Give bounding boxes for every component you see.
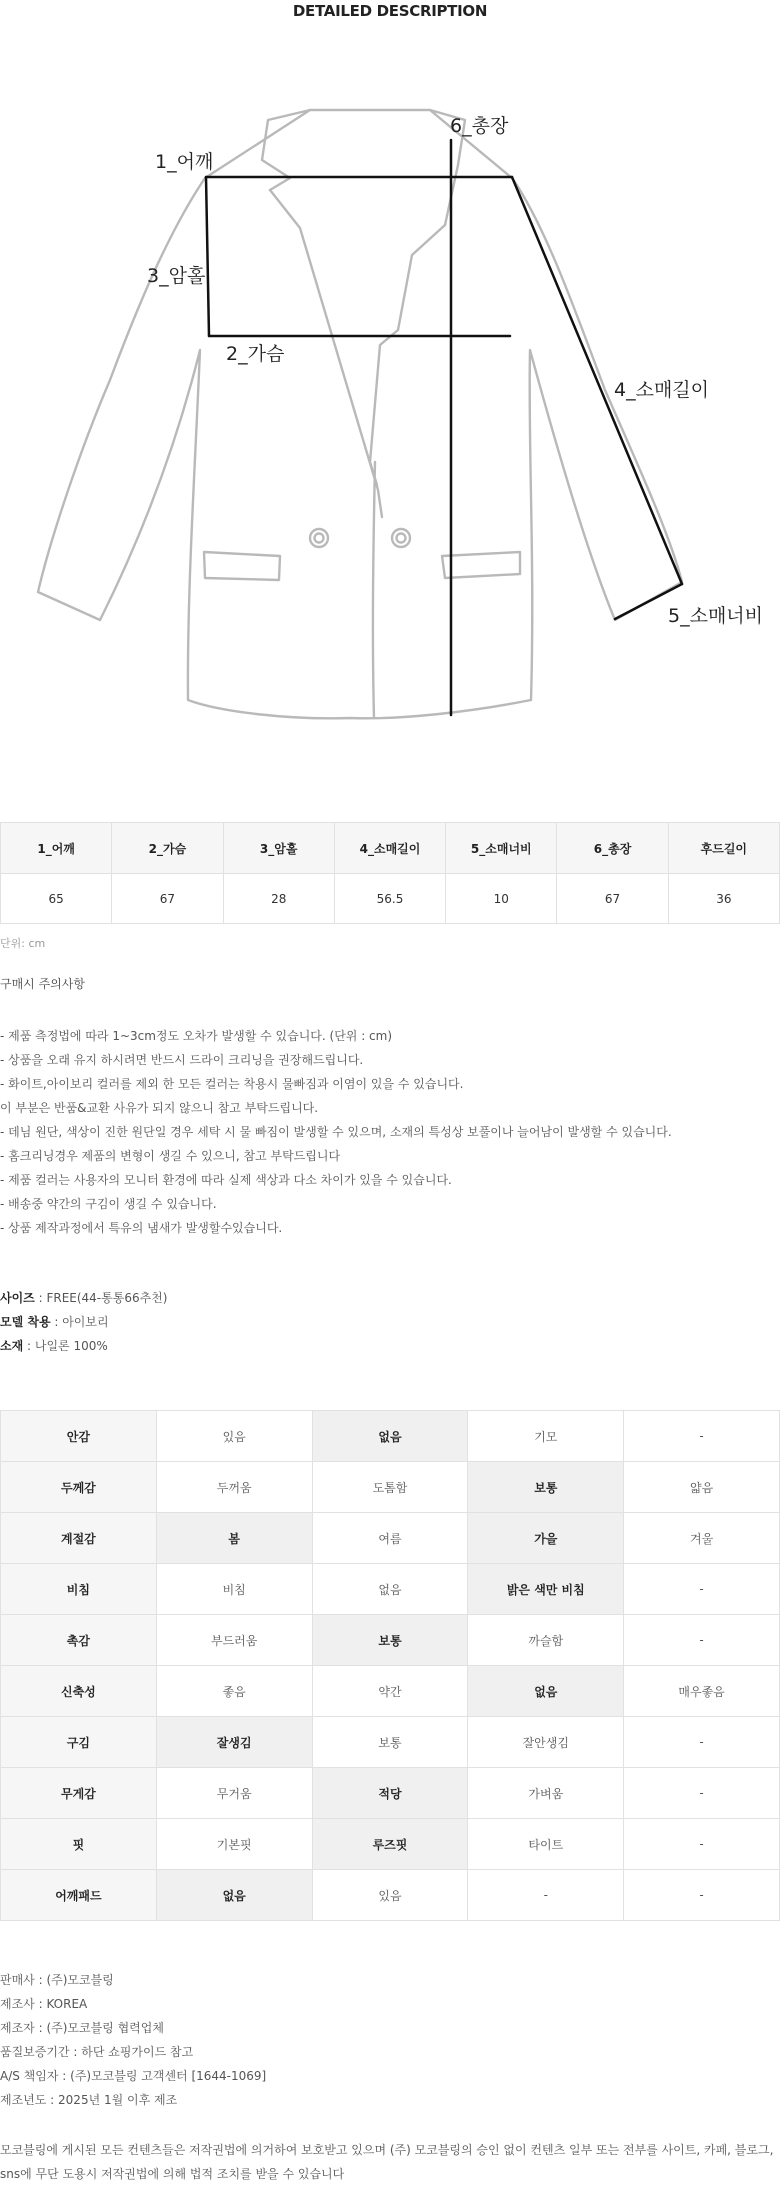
attribute-label: 어깨패드 [1,1870,157,1921]
company-info [0,1968,266,2112]
spec-material-label: 소재 [0,1339,24,1353]
fabric-attribute-table [0,1410,780,1921]
attribute-option-selected: 밝은 색만 비침 [468,1564,624,1615]
attribute-option: 두꺼움 [156,1462,312,1513]
attribute-option: - [624,1411,780,1462]
attribute-option-selected: 적당 [312,1768,468,1819]
attribute-label: 무게감 [1,1768,157,1819]
size-table-header-row [1,823,780,874]
size-value-hood-length: 36 [668,874,779,924]
attribute-row [1,1564,780,1615]
attribute-row [1,1615,780,1666]
attribute-option: 가벼움 [468,1768,624,1819]
caution-item: - 데님 원단, 색상이 진한 원단일 경우 세탁 시 물 빠짐이 발생할 수 있으며, 소재의 특성상 보풀이나 늘어남이 발생할 수 있습니다. [0,1125,672,1139]
caution-item: - 화이트,아이보리 컬러를 제외 한 모든 컬러는 착용시 물빠짐과 이염이 있을 수 있습니다. [0,1077,464,1091]
armhole-line [206,177,209,336]
attribute-option: 겨울 [624,1513,780,1564]
attribute-row [1,1462,780,1513]
attribute-option-selected: 잘생김 [156,1717,312,1768]
attribute-option: 있음 [156,1411,312,1462]
attribute-option: - [468,1870,624,1921]
attribute-option-selected: 루즈핏 [312,1819,468,1870]
attribute-row [1,1870,780,1921]
spec-size-value: : FREE(44-통통66추천) [34,1291,168,1305]
size-value-sleeve-width: 10 [446,874,557,924]
attribute-option: 무거움 [156,1768,312,1819]
attribute-row [1,1768,780,1819]
size-value-sleeve-length: 56.5 [334,874,445,924]
company-origin: 제조사 : KOREA [0,1997,88,2011]
attribute-label: 안감 [1,1411,157,1462]
attribute-option: 약간 [312,1666,468,1717]
size-header-total-length: 6_총장 [557,823,668,874]
spec-material [0,1334,167,1358]
attribute-option: 보통 [312,1717,468,1768]
size-value-armhole: 28 [223,874,334,924]
company-maker: 제조자 : (주)모코블링 협력업체 [0,2021,164,2035]
jacket-illustration [0,95,780,735]
attribute-row [1,1717,780,1768]
page-title: DETAILED DESCRIPTION [292,2,488,20]
attribute-option-selected: 없음 [156,1870,312,1921]
attribute-label: 두께감 [1,1462,157,1513]
spec-size-label: 사이즈 [0,1291,35,1305]
size-value-chest: 67 [112,874,223,924]
company-as: A/S 책임자 : (주)모코블링 고객센터 [1644-1069] [0,2069,267,2083]
attribute-option: 까슬함 [468,1615,624,1666]
attribute-row [1,1411,780,1462]
caution-title: 구매시 주의사항 [0,977,85,991]
attribute-option: 있음 [312,1870,468,1921]
company-year: 제조년도 : 2025년 1월 이후 제조 [0,2093,178,2107]
size-table-value-row [1,874,780,924]
label-total-length: 6_총장 [450,115,509,137]
size-value-total-length: 67 [557,874,668,924]
size-header-chest: 2_가슴 [112,823,223,874]
spec-model-value: : 아이보리 [50,1315,109,1329]
product-spec [0,1286,167,1358]
attribute-label: 비침 [1,1564,157,1615]
label-armhole: 3_암홀 [147,265,206,287]
attribute-option-selected: 없음 [312,1411,468,1462]
caution-item: - 상품을 오래 유지 하시려면 반드시 드라이 크리닝을 권장해드립니다. [0,1053,364,1067]
attribute-option: 비침 [156,1564,312,1615]
size-header-armhole: 3_암홀 [223,823,334,874]
purchase-caution [0,974,780,1240]
attribute-row [1,1666,780,1717]
spec-model [0,1310,167,1334]
attribute-label: 핏 [1,1819,157,1870]
attribute-option: 부드러움 [156,1615,312,1666]
size-header-sleeve-length: 4_소매길이 [334,823,445,874]
attribute-option-selected: 가을 [468,1513,624,1564]
attribute-option: 여름 [312,1513,468,1564]
caution-item: - 제품 컬러는 사용자의 모니터 환경에 따라 실제 색상과 다소 차이가 있을 수 있습니다. [0,1173,452,1187]
attribute-option-selected: 보통 [468,1462,624,1513]
label-shoulder: 1_어깨 [155,151,214,173]
copyright-notice: 모코블링에 게시된 모든 컨텐츠들은 저작권법에 의거하여 보호받고 있으며 (주) 모코블링의 승인 없이 컨텐츠 일부 또는 전부를 사이트, 카페, 블로그, sns에 무단 도용시 저작권법에 의해 법적 조치를 받을 수 있습니다 [0,2143,774,2181]
size-table [0,822,780,924]
attribute-label: 신축성 [1,1666,157,1717]
label-chest: 2_가슴 [226,343,285,365]
caution-list [0,1024,780,1240]
label-sleeve-length: 4_소매길이 [614,379,710,401]
attribute-option: - [624,1870,780,1921]
attribute-option: - [624,1717,780,1768]
spec-size [0,1286,167,1310]
attribute-option-selected: 봄 [156,1513,312,1564]
attribute-option: - [624,1819,780,1870]
attribute-option: 좋음 [156,1666,312,1717]
size-value-shoulder: 65 [1,874,112,924]
caution-item: - 홈크리닝경우 제품의 변형이 생길 수 있으니, 참고 부탁드립니다 [0,1149,341,1163]
spec-material-value: : 나일론 100% [23,1339,108,1353]
attribute-label: 구김 [1,1717,157,1768]
attribute-option: 없음 [312,1564,468,1615]
spec-model-label: 모델 착용 [0,1315,51,1329]
attribute-option: 잘안생김 [468,1717,624,1768]
attribute-row [1,1819,780,1870]
label-sleeve-width: 5_소매너비 [668,605,764,627]
unit-note: 단위: cm [0,937,46,950]
attribute-option: 얇음 [624,1462,780,1513]
size-header-hood-length: 후드길이 [668,823,779,874]
attribute-label: 계절감 [1,1513,157,1564]
caution-item: - 상품 제작과정에서 특유의 냄새가 발생할수있습니다. [0,1221,283,1235]
attribute-option: 기모 [468,1411,624,1462]
company-warranty: 품질보증기간 : 하단 쇼핑가이드 참고 [0,2045,194,2059]
attribute-row [1,1513,780,1564]
attribute-option: 기본핏 [156,1819,312,1870]
attribute-option: 도톰함 [312,1462,468,1513]
attribute-option: - [624,1564,780,1615]
size-diagram [0,95,780,735]
attribute-option: 매우좋음 [624,1666,780,1717]
caution-item: - 배송중 약간의 구김이 생길 수 있습니다. [0,1197,217,1211]
caution-item: 이 부분은 반품&교환 사유가 되지 않으니 참고 부탁드립니다. [0,1101,319,1115]
attribute-option: - [624,1768,780,1819]
attribute-option-selected: 보통 [312,1615,468,1666]
attribute-label: 촉감 [1,1615,157,1666]
size-header-shoulder: 1_어깨 [1,823,112,874]
company-seller: 판매사 : (주)모코블링 [0,1973,114,1987]
caution-item: - 제품 측정법에 따라 1~3cm정도 오차가 발생할 수 있습니다. (단위 : cm) [0,1029,393,1043]
attribute-option: 타이트 [468,1819,624,1870]
size-header-sleeve-width: 5_소매너비 [446,823,557,874]
attribute-option: - [624,1615,780,1666]
attribute-option-selected: 없음 [468,1666,624,1717]
